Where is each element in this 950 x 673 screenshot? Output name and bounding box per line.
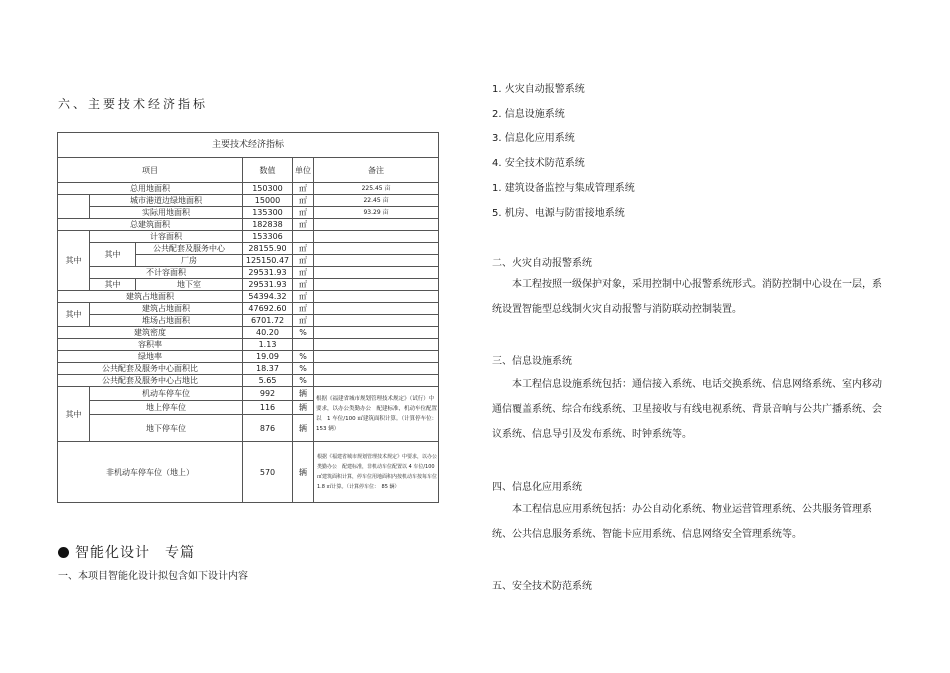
row-note bbox=[314, 279, 439, 291]
row-note bbox=[314, 303, 439, 315]
row-note: 22.45 亩 bbox=[314, 195, 439, 207]
row-value: 29531.93 bbox=[243, 267, 293, 279]
intro-text: 一、本项目智能化设计拟包含如下设计内容 bbox=[58, 571, 248, 582]
section-body-fire-alarm: 本工程按照一级保护对象，采用控制中心报警系统形式。消防控制中心设在一层，系统设置智能型总线制火灾自动报警与消防联动控制装置。 bbox=[492, 279, 882, 315]
row-note bbox=[314, 339, 439, 351]
header-unit: 单位 bbox=[293, 158, 314, 183]
header-item: 项目 bbox=[58, 158, 243, 183]
table-title: 主要技术经济指标 bbox=[58, 133, 439, 158]
row-value: 150300 bbox=[243, 183, 293, 195]
table-header-row bbox=[58, 158, 439, 183]
row-unit: ㎡ bbox=[293, 291, 314, 303]
row-label: 容积率 bbox=[58, 339, 243, 351]
row-value: 18.37 bbox=[243, 363, 293, 375]
table-row bbox=[58, 387, 439, 401]
list-item: 4. 安全技术防范系统 bbox=[492, 158, 585, 169]
row-label: 厂房 bbox=[136, 255, 243, 267]
row-note bbox=[314, 315, 439, 327]
row-unit: ㎡ bbox=[293, 255, 314, 267]
row-unit: % bbox=[293, 351, 314, 363]
row-label: 建筑占地面积 bbox=[90, 303, 243, 315]
row-unit bbox=[293, 231, 314, 243]
list-item: 2. 信息设施系统 bbox=[492, 109, 565, 120]
row-subgroup-label: 其中 bbox=[90, 243, 136, 267]
row-value: 135300 bbox=[243, 207, 293, 219]
row-value: 116 bbox=[243, 401, 293, 415]
row-value: 992 bbox=[243, 387, 293, 401]
list-item: 1. 火灾自动报警系统 bbox=[492, 84, 585, 95]
section-title-tech-indicators: 六、主要技术经济指标 bbox=[58, 97, 209, 111]
row-note bbox=[314, 327, 439, 339]
row-value: 5.65 bbox=[243, 375, 293, 387]
header-note: 备注 bbox=[314, 158, 439, 183]
row-note bbox=[314, 267, 439, 279]
row-note bbox=[314, 375, 439, 387]
row-value: 29531.93 bbox=[243, 279, 293, 291]
row-value: 182838 bbox=[243, 219, 293, 231]
row-label: 非机动车停车位（地上） bbox=[58, 442, 243, 503]
row-label: 机动车停车位 bbox=[90, 387, 243, 401]
table-row bbox=[58, 183, 439, 195]
row-label: 实际用地面积 bbox=[90, 207, 243, 219]
row-note bbox=[314, 363, 439, 375]
list-item: 5. 机房、电源与防雷接地系统 bbox=[492, 208, 625, 219]
row-unit: % bbox=[293, 363, 314, 375]
table-row bbox=[58, 291, 439, 303]
row-label: 绿地率 bbox=[58, 351, 243, 363]
header-value: 数值 bbox=[243, 158, 293, 183]
row-unit: ㎡ bbox=[293, 219, 314, 231]
row-unit: ㎡ bbox=[293, 195, 314, 207]
row-value: 15000 bbox=[243, 195, 293, 207]
table-row bbox=[58, 351, 439, 363]
row-note: 225.45 亩 bbox=[314, 183, 439, 195]
row-unit: ㎡ bbox=[293, 303, 314, 315]
row-unit: 辆 bbox=[293, 401, 314, 415]
table-title-row bbox=[58, 133, 439, 158]
row-label: 建筑占地面积 bbox=[58, 291, 243, 303]
row-label: 地上停车位 bbox=[90, 401, 243, 415]
row-value: 125150.47 bbox=[243, 255, 293, 267]
row-group-empty bbox=[58, 195, 90, 219]
row-label: 城市港道边绿地面积 bbox=[90, 195, 243, 207]
row-label: 公共配套及服务中心面积比 bbox=[58, 363, 243, 375]
row-subgroup-label: 其中 bbox=[90, 279, 136, 291]
row-unit: ㎡ bbox=[293, 279, 314, 291]
row-value: 54394.32 bbox=[243, 291, 293, 303]
row-note bbox=[314, 351, 439, 363]
table-row bbox=[58, 219, 439, 231]
row-unit: ㎡ bbox=[293, 207, 314, 219]
row-note: 93.29 亩 bbox=[314, 207, 439, 219]
table-row bbox=[58, 267, 439, 279]
table-row bbox=[58, 207, 439, 219]
row-group-label: 其中 bbox=[58, 231, 90, 291]
row-unit: ㎡ bbox=[293, 315, 314, 327]
row-unit bbox=[293, 339, 314, 351]
row-unit: % bbox=[293, 327, 314, 339]
row-label: 不计容面积 bbox=[90, 267, 243, 279]
row-unit: 辆 bbox=[293, 387, 314, 401]
table-row bbox=[58, 327, 439, 339]
row-label: 建筑密度 bbox=[58, 327, 243, 339]
row-unit: 辆 bbox=[293, 442, 314, 503]
row-unit: ㎡ bbox=[293, 267, 314, 279]
table-row bbox=[58, 279, 439, 291]
row-label: 公共配套及服务中心占地比 bbox=[58, 375, 243, 387]
table-row bbox=[58, 375, 439, 387]
row-unit: ㎡ bbox=[293, 243, 314, 255]
table-row bbox=[58, 195, 439, 207]
table-row bbox=[58, 243, 439, 255]
row-value: 28155.90 bbox=[243, 243, 293, 255]
smart-design-title bbox=[58, 542, 195, 562]
row-note bbox=[314, 231, 439, 243]
row-value: 1.13 bbox=[243, 339, 293, 351]
table-row bbox=[58, 363, 439, 375]
row-label: 总用地面积 bbox=[58, 183, 243, 195]
row-note bbox=[314, 255, 439, 267]
row-value: 876 bbox=[243, 415, 293, 442]
row-label: 公共配套及服务中心 bbox=[136, 243, 243, 255]
row-value: 6701.72 bbox=[243, 315, 293, 327]
row-label: 总建筑面积 bbox=[58, 219, 243, 231]
row-label: 地下停车位 bbox=[90, 415, 243, 442]
row-value: 40.20 bbox=[243, 327, 293, 339]
section-heading-security: 五、安全技术防范系统 bbox=[492, 581, 592, 592]
car-parking-note: 根据《福建省城市规划管理技术规定》（试行）中要求，以办公类勤办公 配建标准，机动车位配置以 1 车位/100 ㎡建筑面积计算。（计算停车位： 153 辆） bbox=[314, 387, 439, 442]
row-value: 153306 bbox=[243, 231, 293, 243]
tech-indicators-table bbox=[57, 132, 443, 503]
row-label: 地下室 bbox=[136, 279, 243, 291]
row-note bbox=[314, 219, 439, 231]
section-heading-info-facility: 三、信息设施系统 bbox=[492, 356, 572, 367]
row-group-label: 其中 bbox=[58, 303, 90, 327]
table-row bbox=[58, 339, 439, 351]
row-group-label: 其中 bbox=[58, 387, 90, 442]
row-unit: 辆 bbox=[293, 415, 314, 442]
smart-design-title-text: 智能化设计 专篇 bbox=[75, 545, 195, 561]
row-note bbox=[314, 291, 439, 303]
row-label: 堆场占地面积 bbox=[90, 315, 243, 327]
row-value: 47692.60 bbox=[243, 303, 293, 315]
table-row bbox=[58, 315, 439, 327]
row-label: 计容面积 bbox=[90, 231, 243, 243]
section-heading-info-app: 四、信息化应用系统 bbox=[492, 482, 582, 493]
list-item: 3. 信息化应用系统 bbox=[492, 133, 575, 144]
row-value: 570 bbox=[243, 442, 293, 503]
row-unit: ㎡ bbox=[293, 183, 314, 195]
row-note bbox=[314, 243, 439, 255]
table-row bbox=[58, 303, 439, 315]
section-body-info-facility: 本工程信息设施系统包括：通信接入系统、电话交换系统、信息网络系统、室内移动通信覆盖系统、综合布线系统、卫星接收与有线电视系统、背景音响与公共广播系统、会议系统、信息导引及发布系统、时钟系统等。 bbox=[492, 379, 882, 440]
row-value: 19.09 bbox=[243, 351, 293, 363]
section-heading-fire-alarm: 二、火灾自动报警系统 bbox=[492, 258, 592, 269]
list-item: 1. 建筑设备监控与集成管理系统 bbox=[492, 183, 635, 194]
table-row bbox=[58, 442, 439, 503]
bike-parking-note: 根据《福建省城市规划管理技术规定》中要求，以办公类勤办公 配建标准，非机动车位配置以 4 车位/100 ㎡建筑面积计算，停车位用地面积内按机动车按每车位 1.8 ㎡计算。（计算停车位： 85 辆） bbox=[314, 442, 439, 503]
table-row bbox=[58, 231, 439, 243]
bullet-dot-icon bbox=[58, 547, 69, 558]
section-body-info-app: 本工程信息应用系统包括：办公自动化系统、物业运营管理系统、公共服务管理系统、公共信息服务系统、智能卡应用系统、信息网络安全管理系统等。 bbox=[492, 504, 872, 540]
row-unit: % bbox=[293, 375, 314, 387]
